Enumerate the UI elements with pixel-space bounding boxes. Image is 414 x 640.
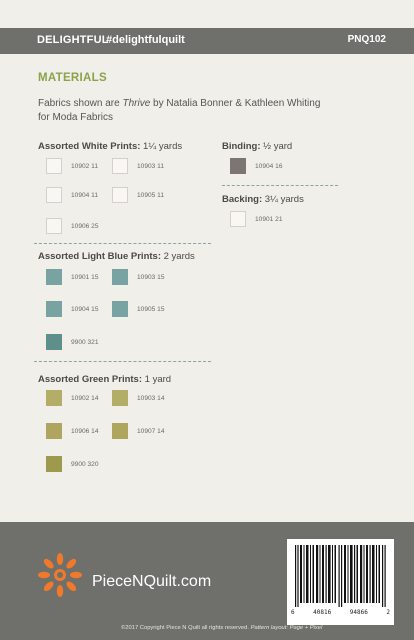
pattern-code: PNQ102	[347, 34, 386, 45]
copyright-text: ©2017 Copyright Piece N Quilt all rights reserved.	[121, 625, 251, 631]
fabric-code: 10906 14	[71, 427, 99, 435]
fabric-item	[112, 301, 165, 317]
barcode-bars	[293, 545, 388, 607]
fabric-item	[112, 269, 165, 285]
fabric-code: 10903 14	[137, 394, 165, 402]
fabric-code: 10903 11	[137, 162, 165, 170]
fabric-swatch	[46, 269, 62, 285]
barcode-digits	[291, 609, 390, 616]
fabric-item	[230, 158, 283, 174]
materials-heading: MATERIALS	[38, 72, 107, 84]
fabric-item	[46, 301, 99, 317]
brand-website: PieceNQuilt.com	[92, 573, 212, 590]
barcode-digit-group: 6	[291, 609, 295, 616]
fabric-item	[46, 269, 99, 285]
fabric-swatch	[46, 158, 62, 174]
blue-prints-label: Assorted Light Blue Prints:	[38, 251, 161, 262]
section-divider	[222, 185, 338, 186]
fabric-item	[46, 334, 99, 350]
binding-label: Binding:	[222, 141, 261, 152]
white-prints-title	[38, 141, 182, 152]
white-prints-amount: 1¼ yards	[143, 141, 183, 152]
blue-prints-amount: 2 yards	[163, 251, 195, 262]
fabric-code: 10904 11	[71, 191, 99, 199]
fabric-swatch	[46, 301, 62, 317]
fabric-swatch	[230, 211, 246, 227]
layout-credit: Pattern layout: Page + Pixel	[250, 625, 323, 631]
fabric-item	[46, 218, 99, 234]
fabric-swatch	[46, 334, 62, 350]
fabric-code: 10901 21	[255, 215, 283, 223]
fabric-code: 9900 320	[71, 460, 99, 468]
fabric-item	[46, 390, 99, 406]
barcode-digit-group: 94866	[349, 609, 368, 616]
flower-logo-icon	[38, 553, 82, 597]
fabric-item	[230, 211, 283, 227]
backing-amount: 3¼ yards	[264, 194, 304, 205]
fabric-code: 10905 15	[137, 305, 165, 313]
fabric-swatch	[112, 423, 128, 439]
fabric-swatch	[230, 158, 246, 174]
intro-prefix: Fabrics shown are	[38, 98, 123, 109]
fabric-intro	[38, 97, 358, 125]
fabric-item	[112, 390, 165, 406]
fabric-swatch	[46, 390, 62, 406]
green-prints-title	[38, 374, 171, 385]
copyright-notice	[121, 625, 322, 631]
fabric-code: 10902 14	[71, 394, 99, 402]
hashtag: #delightfulquilt	[106, 34, 185, 46]
fabric-swatch	[46, 187, 62, 203]
barcode-digit-group: 2	[386, 609, 390, 616]
fabric-swatch	[112, 187, 128, 203]
fabric-swatch	[112, 301, 128, 317]
fabric-code: 10904 15	[71, 305, 99, 313]
section-divider	[34, 243, 211, 244]
fabric-swatch	[46, 423, 62, 439]
green-prints-label: Assorted Green Prints:	[38, 374, 142, 385]
fabric-code: 9900 321	[71, 338, 99, 346]
fabric-swatch	[46, 218, 62, 234]
fabric-swatch	[112, 390, 128, 406]
fabric-code: 10903 15	[137, 273, 165, 281]
fabric-swatch	[112, 158, 128, 174]
fabric-item	[46, 158, 98, 174]
intro-suffix: by Natalia Bonner & Kathleen Whiting	[150, 98, 321, 109]
fabric-item	[112, 423, 165, 439]
barcode	[287, 539, 394, 625]
backing-label: Backing:	[222, 194, 263, 205]
fabric-swatch	[112, 269, 128, 285]
fabric-code: 10907 14	[137, 427, 165, 435]
fabric-code: 10906 25	[71, 222, 99, 230]
fabric-item	[46, 456, 99, 472]
fabric-code: 10902 11	[71, 162, 99, 170]
fabric-code: 10901 15	[71, 273, 99, 281]
fabric-item	[112, 187, 164, 203]
white-prints-label: Assorted White Prints:	[38, 141, 141, 152]
fabric-code: 10905 11	[137, 191, 165, 199]
green-prints-amount: 1 yard	[144, 374, 172, 385]
fabric-item	[46, 187, 98, 203]
fabric-item	[112, 158, 164, 174]
binding-amount: ½ yard	[263, 141, 293, 152]
barcode-digit-group: 40816	[313, 609, 332, 616]
section-divider	[34, 361, 211, 362]
collection-name: Thrive	[122, 98, 151, 109]
pattern-title: DELIGHTFUL	[37, 34, 109, 46]
fabric-item	[46, 423, 99, 439]
blue-prints-title	[38, 251, 195, 262]
backing-title	[222, 194, 304, 205]
fabric-code: 10904 16	[255, 162, 283, 170]
binding-title	[222, 141, 292, 152]
intro-line-2: for Moda Fabrics	[38, 112, 114, 123]
header-bar	[0, 28, 414, 54]
fabric-swatch	[46, 456, 62, 472]
